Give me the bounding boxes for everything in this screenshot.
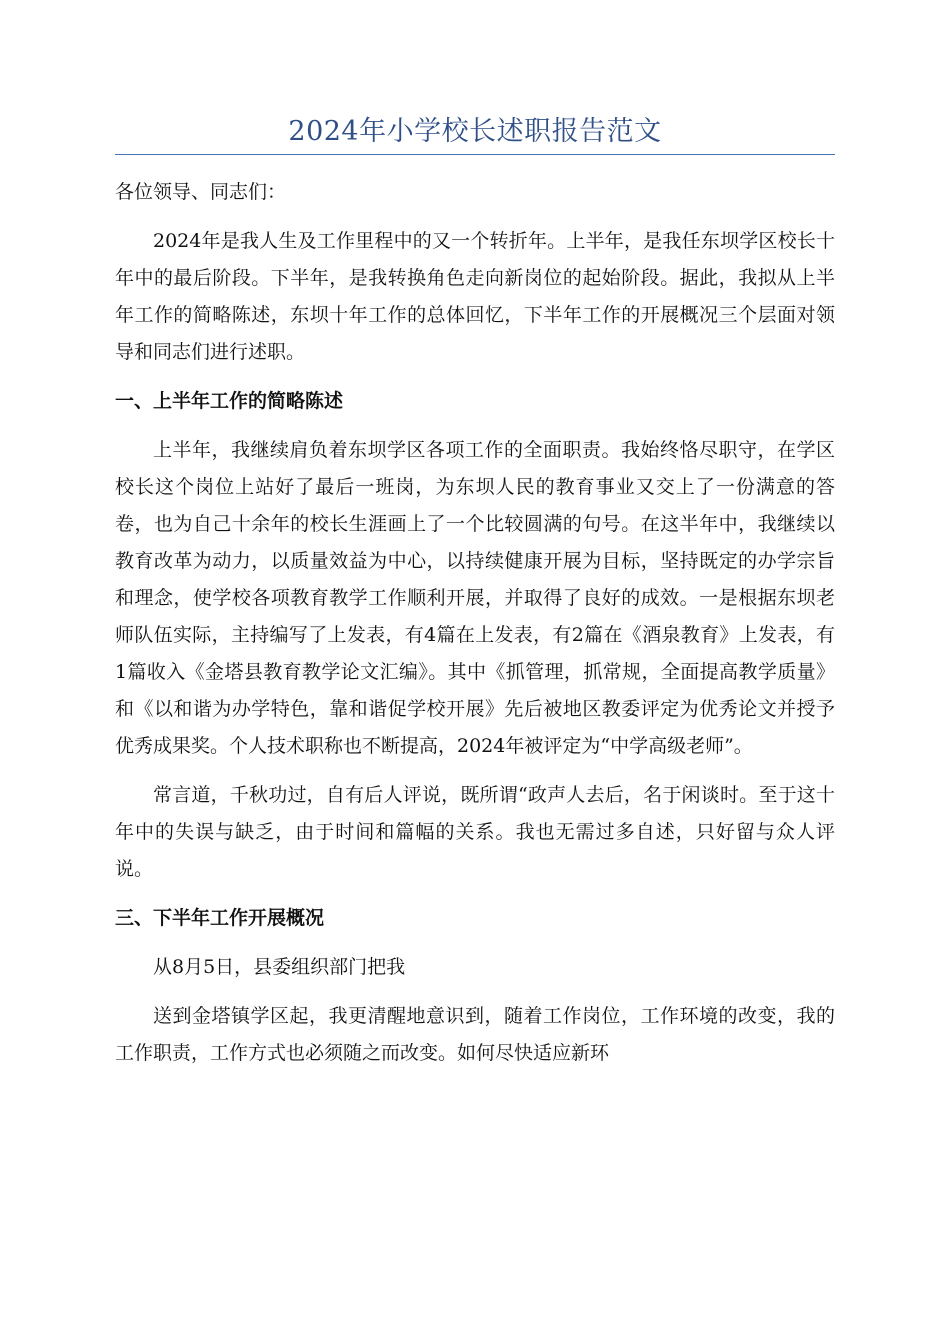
title-underline [115,154,835,155]
document-body [115,174,835,1084]
paragraph-intro: 2024年是我人生及工作里程中的又一个转折年。上半年，是我任东坝学区校长十年中的最后阶段。下半年，是我转换角色走向新岗位的起始阶段。据此，我拟从上半年工作的简略陈述，东坝十年工作的总体回忆，下半年工作的开展概况三个层面对领导和同志们进行述职。 [115,230,835,363]
paragraph-second-half: 送到金塔镇学区起，我更清醒地意识到，随着工作岗位，工作环境的改变，我的工作职责，工作方式也必须随之而改变。如何尽快适应新环 [115,1005,835,1064]
greeting: 各位领导、同志们： [115,181,287,203]
document-title: 2024年小学校长述职报告范文 [288,116,662,147]
section-heading-1: 一、上半年工作的简略陈述 [115,390,344,412]
paragraph-first-half: 上半年，我继续肩负着东坝学区各项工作的全面职责。我始终恪尽职守，在学区校长这个岗位上站好了最后一班岗，为东坝人民的教育事业又交上了一份满意的答卷，也为自己十余年的校长生涯画上了一个比较圆满的句号。在这半年中，我继续以教育改革为动力，以质量效益为中心，以持续健康开展为目标，坚持既定的办学宗旨和理念，使学校各项教育教学工作顺利开展，并取得了良好的成效。一是根据东坝老师队伍实际，主持编写了上发表，有4篇在上发表，有2篇在《酒泉教育》上发表，有1篇收入《金塔县教育教学论文汇编》。其中《抓管理，抓常规，全面提高教学质量》和《以和谐为办学特色，靠和谐促学校开展》先后被地区教委评定为优秀论文并授予优秀成果奖。个人技术职称也不断提高，2024年被评定为“中学高级老师”。 [115,439,835,757]
paragraph-reflection: 常言道，千秋功过，自有后人评说，既所谓“政声人去后，名于闲谈时。至于这十年中的失误与缺乏，由于时间和篇幅的关系。我也无需过多自述，只好留与众人评说。 [115,784,835,880]
paragraph-second-half-start: 从8月5日，县委组织部门把我 [153,956,406,978]
section-heading-3: 三、下半年工作开展概况 [115,907,325,929]
